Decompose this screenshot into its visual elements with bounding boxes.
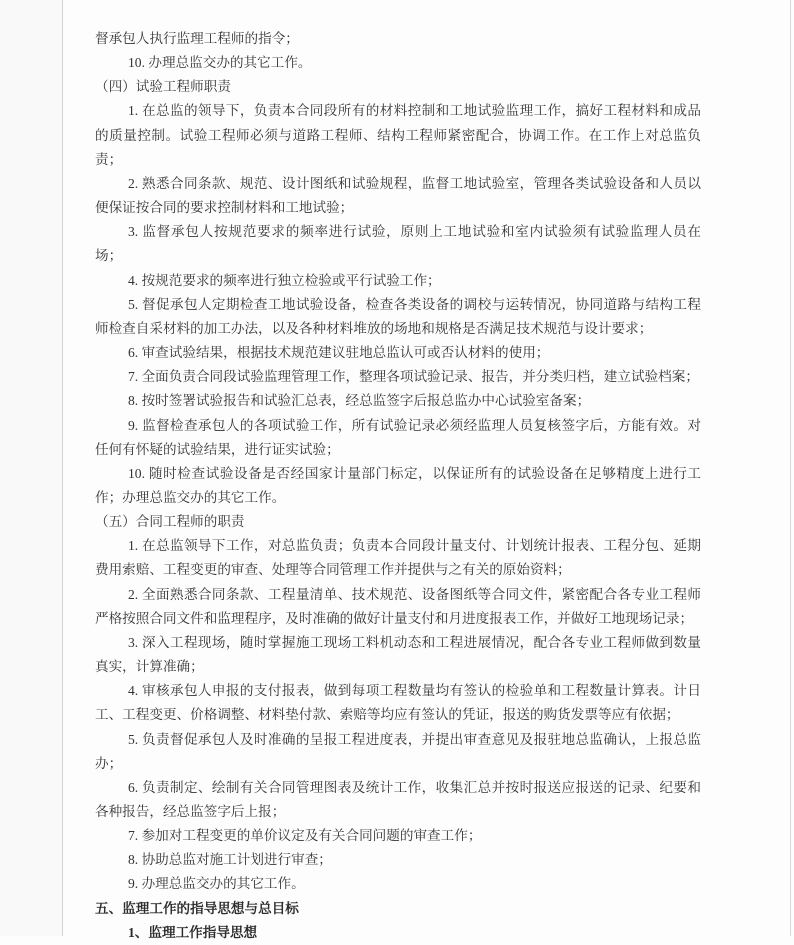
text-line: 8. 协助总监对施工计划进行审查； bbox=[128, 852, 332, 868]
text-line: 的质量控制。试验工程师必须与道路工程师、结构工程师紧密配合，协调工作。在工作上对总监负 bbox=[95, 127, 701, 143]
text-line: 场； bbox=[95, 248, 123, 264]
text-line: 7. 全面负责合同段试验监理管理工作，整理各项试验记录、报告，并分类归档，建立试验档案； bbox=[128, 369, 699, 385]
text-line: 师检查自采材料的加工办法，以及各种材料堆放的场地和规格是否满足技术规范与设计要求； bbox=[95, 320, 653, 336]
text-line: 严格按照合同文件和监理程序，及时准确的做好计量支付和月进度报表工作，并做好工地现场记录； bbox=[95, 610, 694, 626]
text-line: 办； bbox=[95, 755, 123, 771]
text-line: 5. 督促承包人定期检查工地试验设备，检查各类设备的调校与运转情况，协同道路与结构工程 bbox=[128, 296, 701, 312]
text-line: （四）试验工程师职责 bbox=[95, 79, 231, 95]
text-line: 4. 按规范要求的频率进行独立检验或平行试验工作； bbox=[128, 272, 441, 288]
text-line: 6. 负责制定、绘制有关合同管理图表及统计工作，收集汇总并按时报送应报送的记录、纪要和 bbox=[128, 779, 701, 795]
text-line: 费用索赔、工程变更的审查、处理等合同管理工作并提供与之有关的原始资料； bbox=[95, 562, 571, 578]
text-line: 真实，计算准确； bbox=[95, 659, 204, 675]
text-line: 8. 按时签署试验报告和试验汇总表，经总监签字后报总监办中心试验室备案； bbox=[128, 393, 591, 409]
section-heading: 五、监理工作的指导思想与总目标 bbox=[95, 900, 299, 916]
page-right-edge bbox=[790, 0, 791, 936]
text-line: 5. 负责督促承包人及时准确的呈报工程进度表，并提出审查意见及报驻地总监确认，上报总监 bbox=[128, 731, 701, 747]
text-line: 便保证按合同的要求控制材料和工地试验； bbox=[95, 200, 354, 216]
text-line: 9. 办理总监交办的其它工作。 bbox=[128, 876, 305, 892]
page-left-edge bbox=[0, 0, 63, 936]
text-line: 3. 深入工程现场，随时掌握施工现场工料机动态和工程进展情况，配合各专业工程师做到数量 bbox=[128, 634, 701, 650]
text-line: 9. 监督检查承包人的各项试验工作，所有试验记录必须经监理人员复核签字后，方能有效。对 bbox=[128, 417, 701, 433]
text-line: 作；办理总监交办的其它工作。 bbox=[95, 489, 286, 505]
text-line: 督承包人执行监理工程师的指令； bbox=[95, 31, 299, 46]
text-line: 各种报告，经总监签字后上报； bbox=[95, 804, 286, 819]
text-line: 2. 全面熟悉合同条款、工程量清单、技术规范、设备图纸等合同文件，紧密配合各专业工程师 bbox=[128, 586, 701, 602]
sub-heading: 1、监理工作指导思想 bbox=[128, 924, 258, 940]
text-line: 7. 参加对工程变更的单价议定及有关合同问题的审查工作； bbox=[128, 828, 482, 844]
text-line: 1. 在总监领导下工作，对总监负责；负责本合同段计量支付、计划统计报表、工程分包、延期 bbox=[128, 538, 701, 554]
text-line: （五）合同工程师的职责 bbox=[95, 514, 245, 530]
document-text-block bbox=[95, 27, 701, 945]
text-line: 1. 在总监的领导下，负责本合同段所有的材料控制和工地试验监理工作，搞好工程材料和成品 bbox=[128, 103, 701, 119]
text-line: 10. 办理总监交办的其它工作。 bbox=[128, 55, 312, 71]
text-line: 任何有怀疑的试验结果，进行证实试验； bbox=[95, 441, 340, 457]
text-line: 6. 审查试验结果，根据技术规范建议驻地总监认可或否认材料的使用； bbox=[128, 345, 550, 361]
text-line: 工、工程变更、价格调整、材料垫付款、索赔等均应有签认的凭证，报送的购货发票等应有依据； bbox=[95, 707, 680, 723]
text-line: 责； bbox=[95, 151, 123, 167]
text-line: 10. 随时检查试验设备是否经国家计量部门标定，以保证所有的试验设备在足够精度上进行工 bbox=[128, 465, 701, 481]
text-line: 3. 监督承包人按规范要求的频率进行试验，原则上工地试验和室内试验须有试验监理人员在 bbox=[128, 224, 701, 240]
text-line: 2. 熟悉合同条款、规范、设计图纸和试验规程，监督工地试验室，管理各类试验设备和人员以 bbox=[128, 175, 701, 191]
text-line: 4. 审核承包人申报的支付报表，做到每项工程数量均有签认的检验单和工程数量计算表。计日 bbox=[128, 683, 701, 699]
